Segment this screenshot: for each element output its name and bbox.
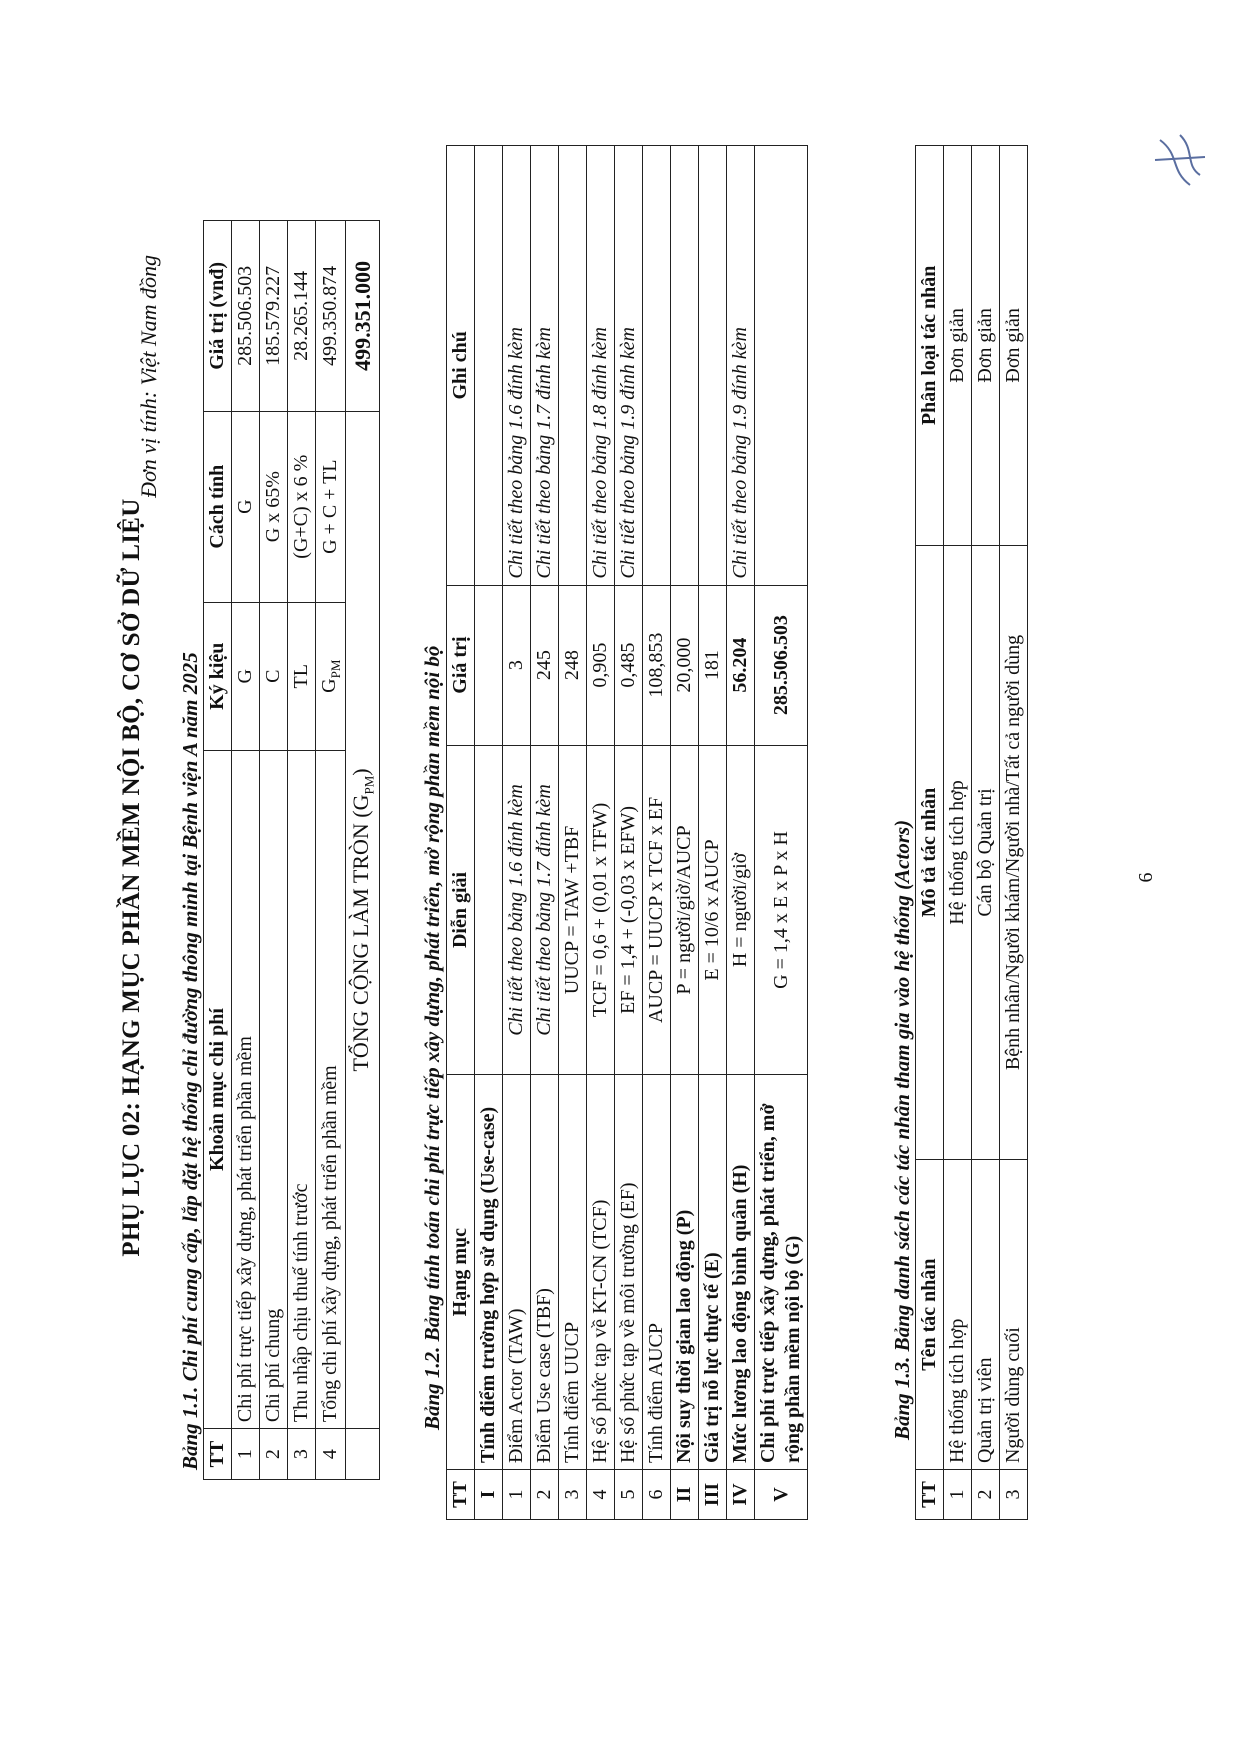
- cell-method: G: [232, 411, 260, 602]
- cell-tt: II: [671, 1470, 699, 1520]
- cell-tt: 4: [316, 1429, 346, 1480]
- cell-tt: 2: [531, 1470, 559, 1520]
- cell-note: Chi tiết theo bảng 1.9 đính kèm: [727, 146, 755, 586]
- cell-symbol: C: [260, 602, 288, 750]
- table-row: [1000, 146, 1028, 1520]
- total-label: [346, 411, 380, 1428]
- cell-name: Người dùng cuối: [1000, 1160, 1028, 1470]
- table-row: [615, 146, 643, 1520]
- table-header-row: [447, 146, 475, 1520]
- cell-note: [755, 146, 808, 586]
- total-label-subscript: PM: [361, 775, 377, 795]
- cell-item: Mức lương lao động bình quân (H): [727, 1075, 755, 1470]
- cell-type: Đơn giản: [1000, 146, 1028, 546]
- cell-tt: III: [699, 1470, 727, 1520]
- cell-item: Chi phí chung: [260, 750, 288, 1428]
- cell-desc: Cán bộ Quản trị: [972, 545, 1000, 1160]
- cell-note: [559, 146, 587, 586]
- col-header: Khoản mục chi phí: [204, 750, 232, 1428]
- table-row: [699, 146, 727, 1520]
- cell-item: Hệ số phức tạp về KT-CN (TCF): [587, 1075, 615, 1470]
- table-row: [503, 146, 531, 1520]
- total-label-end: ): [348, 768, 374, 776]
- cell-value: 245: [531, 585, 559, 745]
- symbol-subscript: PM: [328, 659, 343, 679]
- table2-caption: Bảng 1.2. Bảng tính toán chi phí trực tiếp xây dựng, phát triển, mở rộng phần mềm nội bộ: [420, 645, 444, 1430]
- cell-tt: V: [755, 1470, 808, 1520]
- cell-item: Tính điểm AUCP: [643, 1075, 671, 1470]
- cell-item: Thu nhập chịu thuế tính trước: [288, 750, 316, 1428]
- currency-unit-note: Đơn vị tính: Việt Nam đồng: [136, 255, 161, 498]
- cell-item: Điểm Use case (TBF): [531, 1075, 559, 1470]
- appendix-heading: PHỤ LỤC 02: HẠNG MỤC PHẦN MỀM NỘI BỘ, CƠ SỞ DỮ LIỆU: [118, 498, 145, 1257]
- cell-note: Chi tiết theo bảng 1.6 đính kèm: [503, 146, 531, 586]
- cell-item: Tính điểm trường hợp sử dụng (Use-case): [475, 1075, 503, 1470]
- cell-value: 185.579.227: [260, 221, 288, 412]
- col-header: TT: [916, 1470, 944, 1520]
- cell-tt: 6: [643, 1470, 671, 1520]
- cell-item: Tính điểm UUCP: [559, 1075, 587, 1470]
- cell-tt: 5: [615, 1470, 643, 1520]
- cell-value: 3: [503, 585, 531, 745]
- table-row: [531, 146, 559, 1520]
- cell-note: [699, 146, 727, 586]
- cell-value: 248: [559, 585, 587, 745]
- total-label-text: TỔNG CỘNG LÀM TRÒN (G: [348, 794, 374, 1072]
- cell-symbol: G: [232, 602, 260, 750]
- cell-value: 285.506.503: [755, 585, 808, 745]
- table-row: [755, 146, 808, 1520]
- cell-tt: IV: [727, 1470, 755, 1520]
- cell-item: Chi phí trực tiếp xây dựng, phát triển, mở rộng phần mềm nội bộ (G): [755, 1075, 808, 1470]
- col-header: Diễn giải: [447, 745, 475, 1075]
- table-row: [727, 146, 755, 1520]
- col-header: Giá trị (vnđ): [204, 221, 232, 412]
- cell-note: [643, 146, 671, 586]
- cell-tt: 1: [944, 1470, 972, 1520]
- cell-tt: 1: [503, 1470, 531, 1520]
- cell-desc: [475, 745, 503, 1075]
- cell-desc: Hệ thống tích hợp: [944, 545, 972, 1160]
- cell-desc: Bệnh nhân/Người khám/Người nhà/Tất cả người dùng: [1000, 545, 1028, 1160]
- col-header: Tên tác nhân: [916, 1160, 944, 1470]
- total-row: [346, 221, 380, 1480]
- cell-value: 28.265.144: [288, 221, 316, 412]
- cell-item: Giá trị nỗ lực thực tế (E): [699, 1075, 727, 1470]
- table1-caption: Bảng 1.1. Chi phí cung cấp, lắp đặt hệ thống chỉ đường thông minh tại Bệnh viện A năm 2025: [178, 652, 202, 1470]
- cell-desc: TCF = 0,6 + (0,01 x TFW): [587, 745, 615, 1075]
- table-row: [260, 221, 288, 1480]
- cell-note: [475, 146, 503, 586]
- cell-method: (G+C) x 6 %: [288, 411, 316, 602]
- cell-type: Đơn giản: [972, 146, 1000, 546]
- cell-method: G x 65%: [260, 411, 288, 602]
- cell-value: 20,000: [671, 585, 699, 745]
- table-header-row: [916, 146, 944, 1520]
- total-value: 499.351.000: [346, 221, 380, 412]
- table3-caption: Bảng 1.3. Bảng danh sách các tác nhân tham gia vào hệ thống (Actors): [890, 819, 914, 1440]
- cell-item: Tổng chi phí xây dựng, phát triển phần mềm: [316, 750, 346, 1428]
- cell-desc: P = người/giờ/AUCP: [671, 745, 699, 1075]
- table-row: [232, 221, 260, 1480]
- cell-value: 181: [699, 585, 727, 745]
- cell-note: Chi tiết theo bảng 1.8 đính kèm: [587, 146, 615, 586]
- table-row: [671, 146, 699, 1520]
- cell-value: 0,485: [615, 585, 643, 745]
- cell-value: 56.204: [727, 585, 755, 745]
- col-header: Hạng mục: [447, 1075, 475, 1470]
- cell-note: Chi tiết theo bảng 1.9 đính kèm: [615, 146, 643, 586]
- table-row: [316, 221, 346, 1480]
- symbol-main: G: [318, 678, 340, 693]
- calculation-table: [446, 145, 808, 1520]
- cell-symbol: TL: [288, 602, 316, 750]
- cell-note: [671, 146, 699, 586]
- cell-type: Đơn giản: [944, 146, 972, 546]
- cell-desc: Chi tiết theo bảng 1.7 đính kèm: [531, 745, 559, 1075]
- cell-value: 499.350.874: [316, 221, 346, 412]
- cell-desc: AUCP = UUCP x TCF x EF: [643, 745, 671, 1075]
- table-header-row: [204, 221, 232, 1480]
- cell-tt: 4: [587, 1470, 615, 1520]
- cell-tt: 3: [1000, 1470, 1028, 1520]
- cell-desc: EF = 1,4 + (-0,03 x EFW): [615, 745, 643, 1075]
- cell-note: Chi tiết theo bảng 1.7 đính kèm: [531, 146, 559, 586]
- signature-mark-icon: [1150, 125, 1210, 195]
- cell-desc: H = người/giờ: [727, 745, 755, 1075]
- table-row: [475, 146, 503, 1520]
- cost-table: [203, 220, 380, 1480]
- cell-desc: UUCP = TAW +TBF: [559, 745, 587, 1075]
- cell-method: G + C + TL: [316, 411, 346, 602]
- col-header: Giá trị: [447, 585, 475, 745]
- cell-tt: 2: [260, 1429, 288, 1480]
- cell-name: Quản trị viên: [972, 1160, 1000, 1470]
- cell-item: Chi phí trực tiếp xây dựng, phát triển phần mềm: [232, 750, 260, 1428]
- page-number: 6: [1135, 872, 1157, 883]
- cell-tt: 2: [972, 1470, 1000, 1520]
- cell-value: [475, 585, 503, 745]
- cell-tt: 3: [288, 1429, 316, 1480]
- cell-value: 108,853: [643, 585, 671, 745]
- table-row: [972, 146, 1000, 1520]
- table-row: [559, 146, 587, 1520]
- cell-desc: E = 10/6 x AUCP: [699, 745, 727, 1075]
- table-row: [288, 221, 316, 1480]
- cell-item: Điểm Actor (TAW): [503, 1075, 531, 1470]
- cell-item: Hệ số phức tạp về môi trường (EF): [615, 1075, 643, 1470]
- cell-item: Nội suy thời gian lao động (P): [671, 1075, 699, 1470]
- cell-symbol: [316, 602, 346, 750]
- cell-desc: Chi tiết theo bảng 1.6 đính kèm: [503, 745, 531, 1075]
- table-row: [944, 146, 972, 1520]
- col-header: Mô tả tác nhân: [916, 545, 944, 1160]
- col-header: TT: [204, 1429, 232, 1480]
- cell-tt: 3: [559, 1470, 587, 1520]
- col-header: Ghi chú: [447, 146, 475, 586]
- cell-desc: G = 1,4 x E x P x H: [755, 745, 808, 1075]
- col-header: Ký kiệu: [204, 602, 232, 750]
- table-row: [587, 146, 615, 1520]
- actors-table: [915, 145, 1028, 1520]
- table-row: [643, 146, 671, 1520]
- cell-empty: [346, 1429, 380, 1480]
- cell-value: 285.506.503: [232, 221, 260, 412]
- cell-name: Hệ thống tích hợp: [944, 1160, 972, 1470]
- col-header: TT: [447, 1470, 475, 1520]
- col-header: Cách tính: [204, 411, 232, 602]
- cell-tt: 1: [232, 1429, 260, 1480]
- cell-value: 0,905: [587, 585, 615, 745]
- cell-tt: I: [475, 1470, 503, 1520]
- col-header: Phân loại tác nhân: [916, 146, 944, 546]
